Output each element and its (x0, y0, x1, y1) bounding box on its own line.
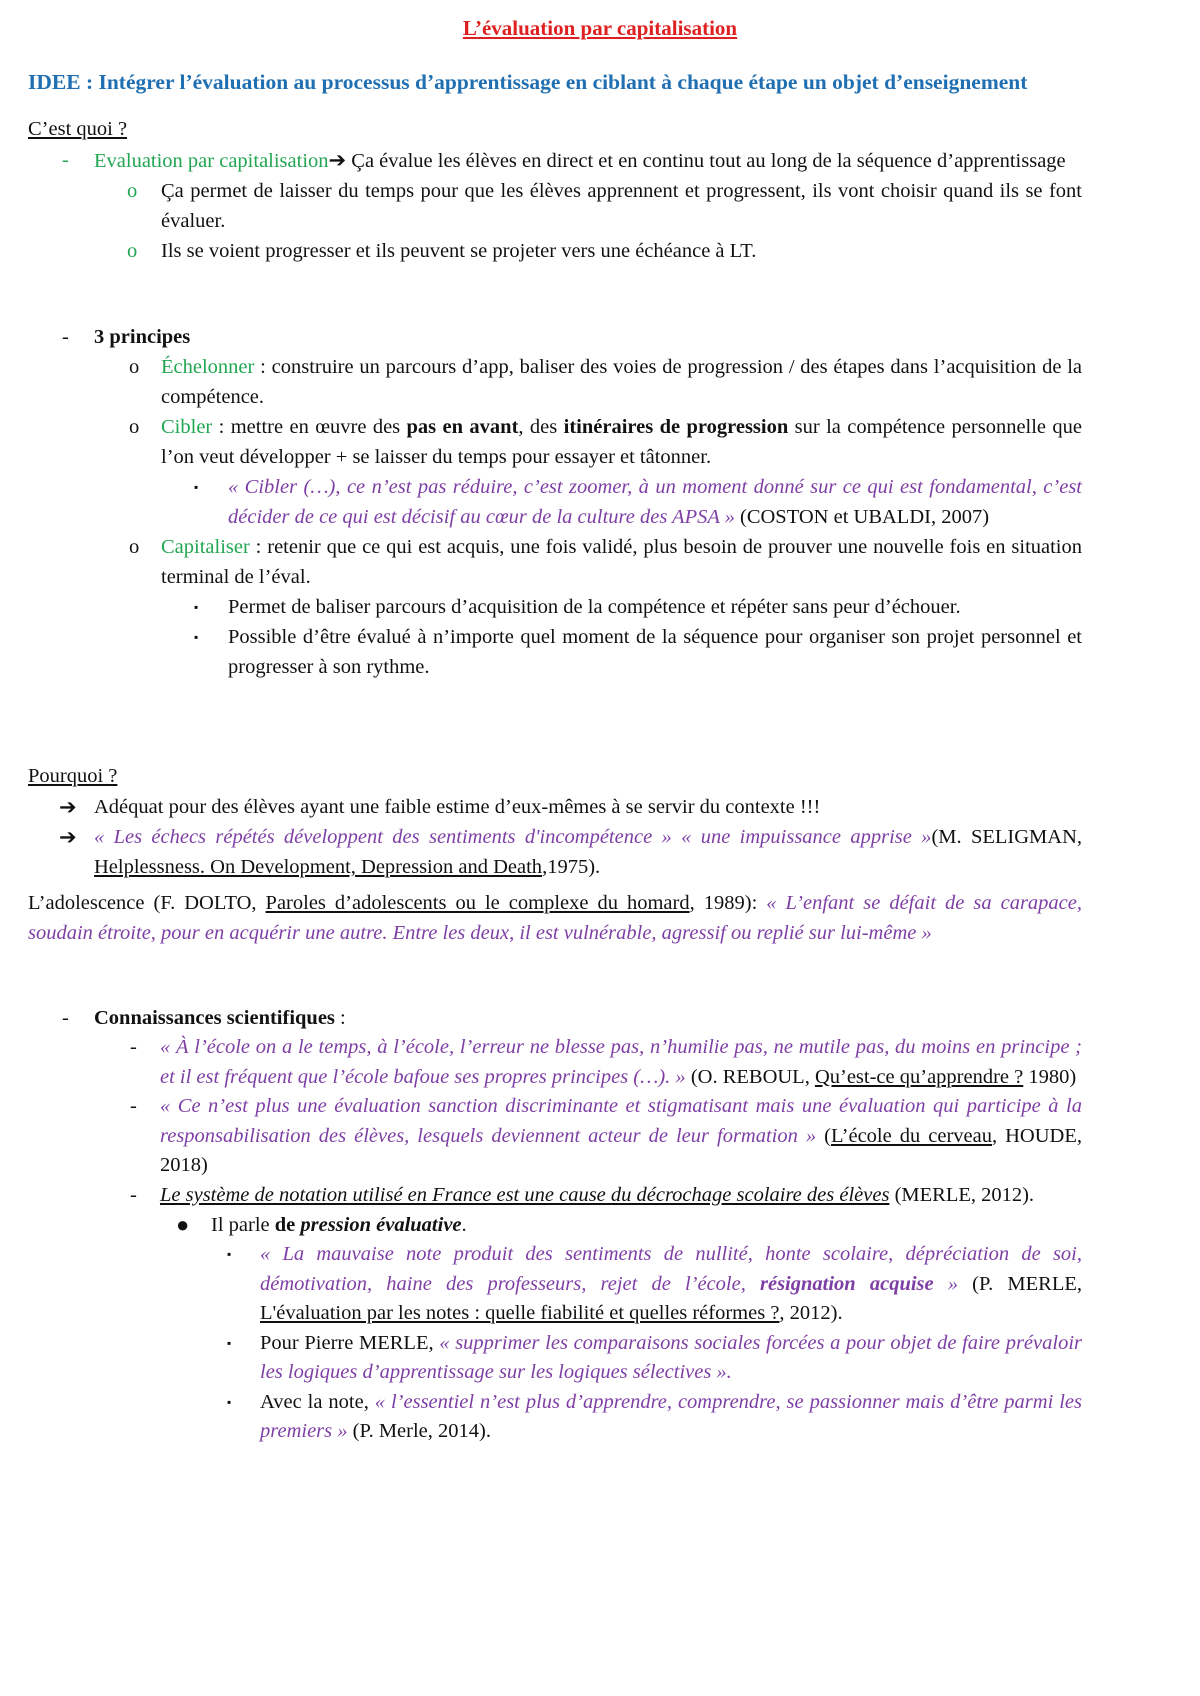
quote-text: « À l’école on a le temps, à l’école, l’erreur ne blesse pas, n’humilie pas, ne mutile pas, du moins en principe ; et il est fréquent que l’école bafoue ses propres principes (…). » (160, 1036, 1082, 1088)
principes-label: 3 principes (94, 326, 191, 348)
square-bullet-icon: ▪ (194, 480, 199, 494)
list-item (127, 176, 1082, 236)
heading-cest-quoi-text: C’est quoi ? (28, 118, 128, 140)
reference-text: (COSTON et UBALDI, 2007) (734, 506, 990, 528)
dash-bullet-icon: - (62, 326, 69, 348)
item-text: , des (518, 416, 564, 438)
dot-bullet-icon: ● (176, 1212, 190, 1237)
quote-text: « Les échecs répétés développent des sentiments d'incompétence » « une impuissance apprise » (94, 826, 932, 848)
item-text: Possible d’être évalué à n’importe quel moment de la séquence pour organiser son projet personnel et progresser à son rythme. (228, 626, 1082, 678)
list-item (62, 322, 1082, 352)
page-title: L’évaluation par capitalisation (462, 16, 738, 40)
arrow-icon: ➔ (328, 148, 347, 172)
item-text: Pour Pierre MERLE, (260, 1331, 440, 1354)
reference-text: (MERLE, 2012). (889, 1183, 1035, 1206)
dash-bullet-icon: - (130, 1183, 137, 1206)
item-text: : (334, 1007, 346, 1029)
quote-text: « supprimer les comparaisons sociales forcées a pour objet de faire prévaloir les logiques d’apprentissage sur les logiques sélectives ». (260, 1331, 1082, 1383)
list-item (176, 1210, 1082, 1240)
paragraph-adolescence (28, 888, 1082, 948)
square-bullet-icon: ▪ (194, 600, 199, 614)
list-item (194, 592, 1082, 622)
item-text: Il parle (211, 1214, 275, 1236)
list-item (194, 472, 1082, 532)
list-item (130, 1181, 1082, 1211)
statement-text: Le système de notation utilisé en France est une cause du décrochage scolaire des élèves (160, 1183, 890, 1206)
list-item (227, 1329, 1082, 1388)
book-title: Qu’est-ce qu’apprendre ? (814, 1065, 1024, 1088)
list-item (129, 412, 1083, 472)
bold-term: pression évaluative (300, 1214, 462, 1236)
item-text: Ça permet de laisser du temps pour que les élèves apprennent et progressent, ils vont choisir quand ils se font évaluer. (161, 180, 1082, 232)
square-bullet-icon: ▪ (227, 1394, 232, 1409)
quote-text: « La mauvaise note produit des sentiments de nullité, honte scolaire, dépréciation de soi, démotivation, haine des professeurs, rejet de l’école, (260, 1243, 1082, 1295)
circle-bullet-icon: o (129, 416, 140, 438)
list-item (227, 1240, 1082, 1329)
term-cibler: Cibler (161, 416, 213, 438)
square-bullet-icon: ▪ (227, 1335, 232, 1350)
paragraph-text: , 1989): (689, 892, 767, 914)
heading-pourquoi (28, 760, 1200, 792)
item-text: Ils se voient progresser et ils peuvent se projeter vers une échéance à LT. (161, 240, 757, 262)
item-text: : mettre en œuvre des (212, 416, 407, 438)
reference-text: ,1975). (542, 856, 601, 878)
book-title: Paroles d’adolescents ou le complexe du homard (265, 892, 690, 914)
dash-bullet-icon: - (62, 149, 69, 171)
item-text: : construire un parcours d’app, baliser des voies de progression / des étapes dans l’acquisition de la compétence. (161, 356, 1082, 408)
circle-bullet-icon: o (127, 240, 138, 262)
book-title: Helplessness. On Development, Depression and Death (94, 856, 543, 878)
item-text: Permet de baliser parcours d’acquisition de la compétence et répéter sans peur d’échouer. (228, 596, 961, 618)
list-item (127, 236, 1082, 266)
arrow-bullet-icon: ➔ (59, 795, 77, 819)
idee-heading: IDEE : Intégrer l’évaluation au processus d’apprentissage en ciblant à chaque étape un objet d’enseignement (28, 70, 1028, 94)
reference-text: 1980) (1023, 1065, 1077, 1088)
bold-term: pas en avant (406, 416, 519, 438)
quote-text: » (933, 1272, 959, 1295)
list-item (59, 822, 1082, 882)
list-item (62, 145, 1082, 176)
reference-text: ( (816, 1124, 831, 1147)
circle-bullet-icon: o (127, 180, 138, 202)
book-title: L’école du cerveau (831, 1124, 992, 1147)
quote-text: « l’essentiel n’est plus d’apprendre, comprendre, se passionner mais d’être parmi les premiers » (260, 1390, 1082, 1442)
list-item (129, 352, 1082, 412)
square-bullet-icon: ▪ (227, 1247, 232, 1261)
section-principes (0, 322, 1200, 682)
term-evaluation: Evaluation par capitalisation (94, 150, 329, 172)
item-text: sur la compétence personnelle que l’on veut développer + se laisser du temps pour essayer et tâtonner. (161, 416, 1083, 468)
reference-text: (M. SELIGMAN, (931, 826, 1082, 848)
reference-text: (P. MERLE, (958, 1272, 1082, 1295)
bold-term: itinéraires de progression (563, 416, 789, 438)
connaissances-label: Connaissances scientifiques (94, 1007, 335, 1029)
quote-text: « Cibler (…), ce n’est pas réduire, c’est zoomer, à un moment donné sur ce qui est fondamental, c’est décider de ce qui est décisif au cœur de la culture des APSA » (228, 476, 1082, 528)
term-echelonner: Échelonner (161, 356, 255, 378)
reference-text: , 2012). (779, 1302, 843, 1324)
item-text: Ça évalue les élèves en direct et en continu tout au long de la séquence d’apprentissage (346, 150, 1066, 172)
item-text: . (461, 1214, 467, 1236)
item-text: Adéquat pour des élèves ayant une faible estime d’eux-mêmes à se servir du contexte !!! (94, 796, 821, 818)
item-text: : retenir que ce qui est acquis, une fois validé, plus besoin de prouver une nouvelle fois en situation terminal de l’éval. (161, 536, 1082, 588)
section-pourquoi (0, 760, 1200, 948)
list-item (227, 1388, 1082, 1447)
term-capitaliser: Capitaliser (161, 536, 250, 558)
dash-bullet-icon: - (62, 1007, 69, 1029)
reference-text: (P. Merle, 2014). (347, 1420, 491, 1442)
list-item (62, 1003, 1082, 1033)
list-item (129, 532, 1082, 592)
square-bullet-icon: ▪ (194, 630, 199, 644)
section-connaissances (0, 1003, 1200, 1447)
list-item (194, 622, 1082, 682)
list-item (130, 1033, 1082, 1092)
dash-bullet-icon: - (130, 1036, 137, 1058)
quote-text: « Ce n’est plus une évaluation sanction discriminante et stigmatisant mais une évaluation qui participe à la responsabilisation des élèves, lesquels deviennent acteur de leur formation » (160, 1095, 1082, 1147)
heading-cest-quoi (28, 113, 1200, 145)
heading-pourquoi-text: Pourquoi ? (28, 765, 118, 787)
reference-text: , HOUDE, 2018) (160, 1124, 1082, 1176)
quote-text: « L’enfant se défait de sa carapace, soudain étroite, pour en acquérir une autre. Entre les deux, il est vulnérable, agressif ou replié sur lui-même » (28, 892, 1083, 944)
circle-bullet-icon: o (129, 356, 140, 378)
circle-bullet-icon: o (129, 536, 140, 558)
paragraph-text: L’adolescence (F. DOLTO, (28, 892, 266, 914)
arrow-bullet-icon: ➔ (59, 825, 77, 849)
reference-text: (O. REBOUL, (685, 1065, 815, 1088)
list-item (130, 1092, 1082, 1181)
list-item (59, 792, 1082, 822)
bold-term: résignation acquise (760, 1272, 934, 1295)
book-title: L'évaluation par les notes : quelle fiabilité et quelles réformes ? (260, 1302, 780, 1324)
item-text: de (274, 1214, 301, 1236)
dash-bullet-icon: - (130, 1095, 137, 1117)
section-cest-quoi (0, 113, 1200, 266)
item-text: Avec la note, (260, 1390, 375, 1413)
